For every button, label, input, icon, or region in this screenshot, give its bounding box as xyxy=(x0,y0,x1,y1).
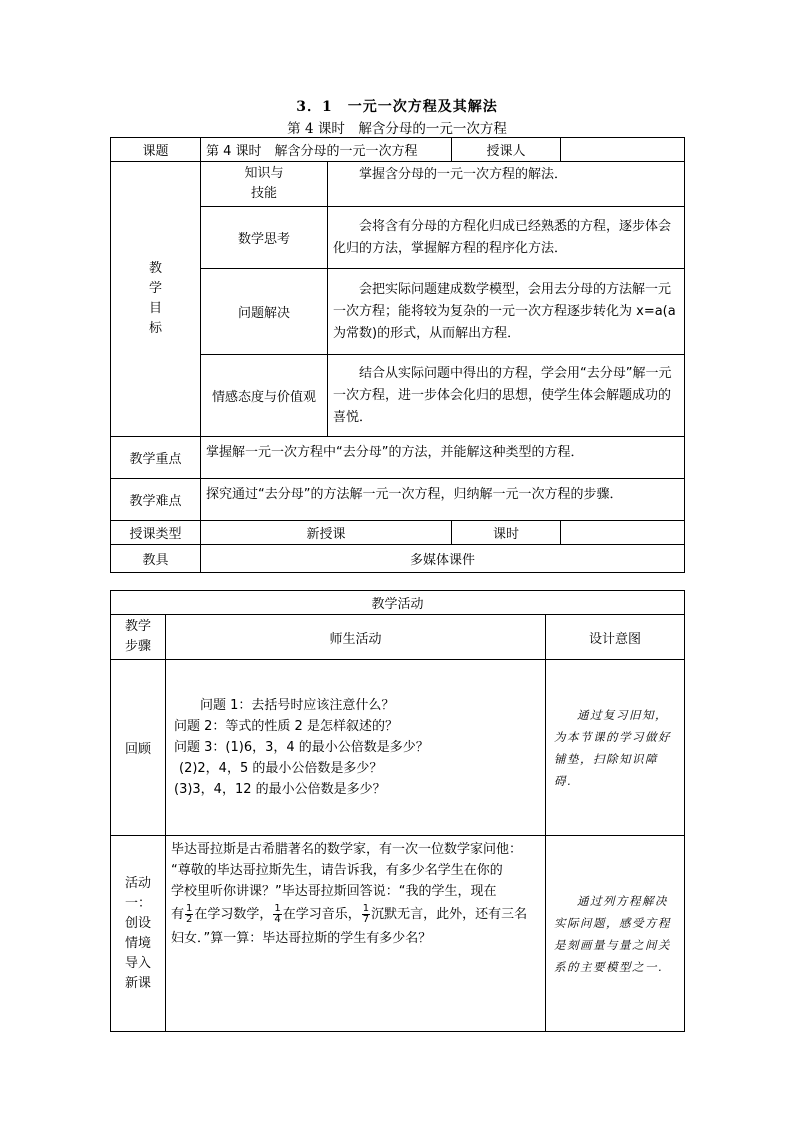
intent-review: 通过复习旧知，为本节课的学习做好铺垫，扫除知识障碍. xyxy=(546,660,685,836)
lesson-subtitle: 第 4 课时 解含分母的一元一次方程 xyxy=(287,121,507,137)
teacher-value xyxy=(561,138,685,162)
question-3-3: (3)3，4，12 的最小公倍数是多少？ xyxy=(174,782,386,797)
goal-problem-text: 会把实际问题建成数学模型，会用去分母的方法解一元一次方程；能将较为复杂的一元一次方程逐步转化为 x=a(a 为常数)的形式，从而解出方程． xyxy=(328,269,685,355)
col-activity-header: 师生活动 xyxy=(166,615,546,660)
difficulty-text: 探究通过“去分母”的方法解一元一次方程，归纳解一元一次方程的步骤． xyxy=(201,479,685,521)
step-activity-one: 活动 一： 创设 情境 导入 新课 xyxy=(111,836,166,1032)
review-questions xyxy=(166,660,546,836)
question-3-2: (2)2，4，5 的最小公倍数是多少？ xyxy=(179,761,383,776)
topic-label: 课题 xyxy=(111,138,201,162)
fraction-quarter: $\frac{1}{4}$ xyxy=(274,903,281,925)
activity-table xyxy=(110,590,685,1032)
activity-heading: 教学活动 xyxy=(111,591,685,615)
step-review: 回顾 xyxy=(111,660,166,836)
tools-label: 教具 xyxy=(111,545,201,573)
teacher-label: 授课人 xyxy=(452,138,561,162)
fraction-seventh: $\frac{1}{7}$ xyxy=(362,903,370,925)
goal-knowledge-text: 掌握含分母的一元一次方程的解法． xyxy=(328,162,685,207)
goal-thinking-label: 数学思考 xyxy=(201,207,328,269)
topic-value: 第 4 课时 解含分母的一元一次方程 xyxy=(201,138,452,162)
key-point-text: 掌握解一元一次方程中“去分母”的方法，并能解这种类型的方程． xyxy=(201,437,685,479)
lesson-type-value: 新授课 xyxy=(201,521,452,545)
goal-attitude-label: 情感态度与价值观 xyxy=(201,355,328,437)
goal-thinking-text: 会将含有分母的方程化归成已经熟悉的方程，逐步体会化归的方法，掌握解方程的程序化方法． xyxy=(328,207,685,269)
lesson-title: 3．1 一元一次方程及其解法 xyxy=(296,99,498,115)
goal-knowledge-label: 知识与 技能 xyxy=(201,162,328,207)
key-point-label: 教学重点 xyxy=(111,437,201,479)
question-2: 问题 2：等式的性质 2 是怎样叙述的？ xyxy=(174,719,398,734)
fraction-half: $\frac{1}{2}$ xyxy=(186,903,193,925)
hours-value xyxy=(561,521,685,545)
col-step-header: 教学 步骤 xyxy=(111,615,166,660)
tools-value: 多媒体课件 xyxy=(201,545,685,573)
question-3: 问题 3：(1)6，3，4 的最小公倍数是多少？ xyxy=(174,740,429,755)
lesson-type-label: 授课类型 xyxy=(111,521,201,545)
difficulty-label: 教学难点 xyxy=(111,479,201,521)
col-intent-header: 设计意图 xyxy=(546,615,685,660)
intent-activity-one: 通过列方程解决实际问题，感受方程是刻画量与量之间关系的主要模型之一. xyxy=(546,836,685,1032)
hours-label: 课时 xyxy=(452,521,561,545)
question-1: 问题 1：去括号时应该注意什么？ xyxy=(200,698,395,713)
goals-label: 教 学 目 标 xyxy=(111,162,201,437)
goal-problem-label: 问题解决 xyxy=(201,269,328,355)
pythagoras-story: 毕达哥拉斯是古希腊著名的数学家，有一次一位数学家问他： “尊敬的毕达哥拉斯先生，请告诉我，有多少名学生在你的 学校里听你讲课？”毕达哥拉斯回答说：“我的学生，现在 有 $\frac{1}{2}$ 在学习数学， $\frac{1}{4}$ 在学习音乐， $\frac{1}{7}$ 沉默无言，此外，还有三名 妇女．”算一算：毕达哥拉斯的学生有多少名？ xyxy=(166,836,546,1032)
goal-attitude-text: 结合从实际问题中得出的方程，学会用“去分母”解一元一次方程，进一步体会化归的思想，使学生体会解题成功的喜悦． xyxy=(328,355,685,437)
lesson-info-table xyxy=(110,137,685,573)
